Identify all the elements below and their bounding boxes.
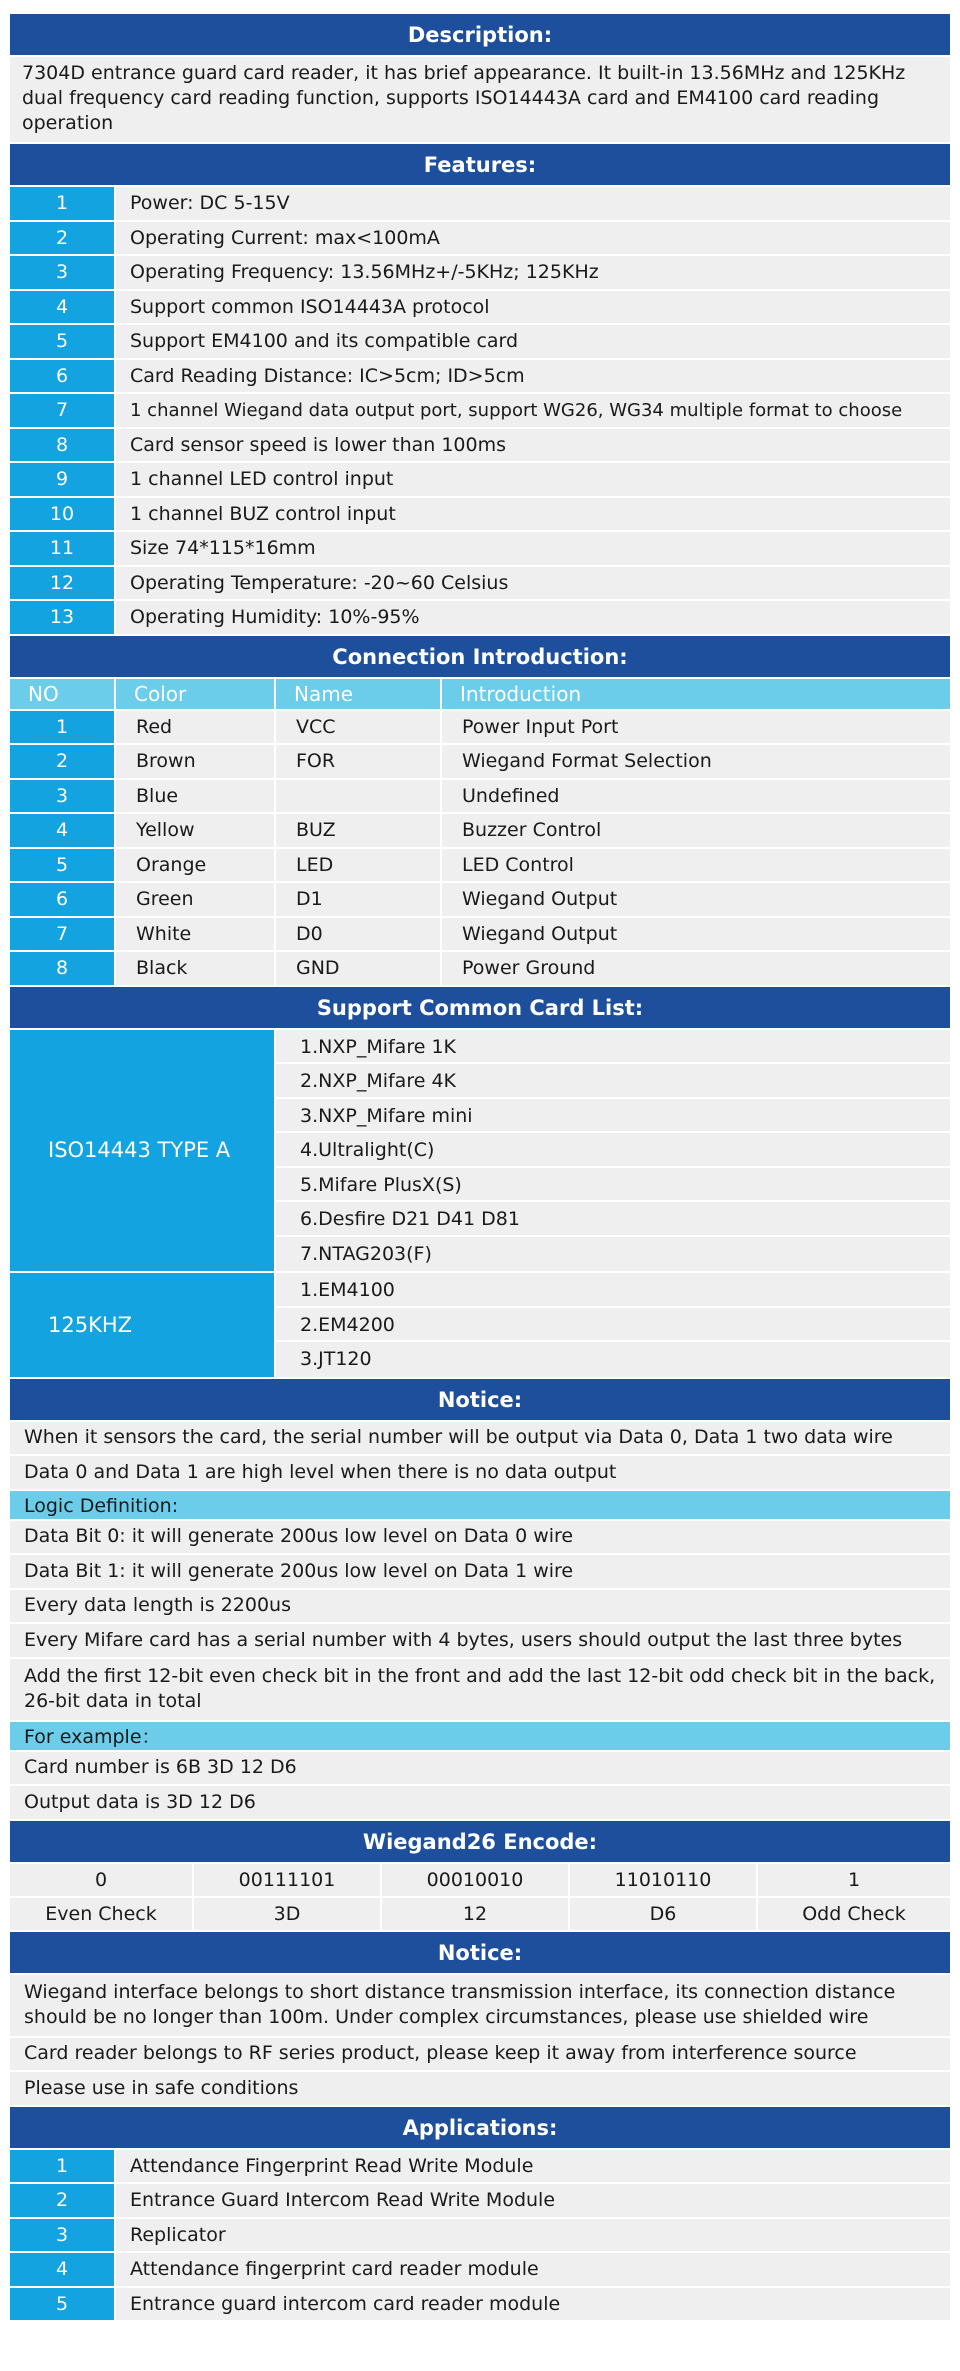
application-number: 4	[10, 2253, 116, 2286]
feature-row	[10, 323, 950, 358]
feature-number: 4	[10, 291, 116, 324]
applications-heading: Applications:	[10, 2105, 950, 2148]
pin-number: 4	[10, 814, 116, 847]
connection-table	[10, 709, 950, 985]
feature-number: 13	[10, 601, 116, 634]
pin-name: BUZ	[276, 814, 442, 847]
wiegand-cell: 00010010	[382, 1864, 570, 1896]
example-line: Card number is 6B 3D 12 D6	[10, 1750, 950, 1785]
application-number: 3	[10, 2219, 116, 2252]
logic-line: Data Bit 0: it will generate 200us low level on Data 0 wire	[10, 1519, 950, 1554]
pin-introduction: Power Ground	[462, 957, 596, 980]
pin-introduction: Undefined	[462, 784, 560, 807]
example-line: Output data is 3D 12 D6	[10, 1784, 950, 1819]
feature-text: Card Reading Distance: IC>5cm; ID>5cm	[130, 364, 525, 387]
card-item: 3.JT120	[276, 1342, 950, 1377]
pin-introduction: Wiegand Output	[462, 922, 618, 945]
feature-text: Operating Temperature: -20~60 Celsius	[130, 571, 509, 594]
wire-color: Orange	[116, 849, 276, 882]
feature-row	[10, 599, 950, 634]
column-header-name: Name	[276, 679, 442, 709]
feature-text: 1 channel LED control input	[130, 468, 394, 491]
application-row	[10, 2217, 950, 2252]
feature-row	[10, 358, 950, 393]
wiegand-cell: 12	[382, 1898, 570, 1930]
feature-text: Operating Frequency: 13.56MHz+/-5KHz; 125KHz	[130, 261, 599, 284]
card-item: 7.NTAG203(F)	[276, 1237, 950, 1272]
logic-line: Every Mifare card has a serial number with 4 bytes, users should output the last three bytes	[10, 1622, 950, 1657]
feature-row	[10, 392, 950, 427]
card-item: 1.NXP_Mifare 1K	[276, 1030, 950, 1065]
card-group-125khz	[10, 1271, 950, 1377]
application-row	[10, 2148, 950, 2183]
wire-color: Black	[116, 952, 276, 985]
wiegand-cell: D6	[570, 1898, 758, 1930]
application-text: Attendance Fingerprint Read Write Module	[130, 2154, 534, 2177]
wiegand-heading: Wiegand26 Encode:	[10, 1819, 950, 1862]
feature-number: 12	[10, 567, 116, 600]
table-row	[10, 778, 950, 813]
notice-line: Wiegand interface belongs to short distance transmission interface, its connection distance should be no longer than 100m. Under complex circumstances, please use shielded wire	[10, 1973, 950, 2036]
column-header-color: Color	[116, 679, 276, 709]
feature-number: 3	[10, 256, 116, 289]
table-row	[10, 743, 950, 778]
wiegand-cell: 3D	[194, 1898, 382, 1930]
wire-color: Blue	[116, 780, 276, 813]
logic-definition-heading: Logic Definition:	[10, 1489, 950, 1519]
pin-introduction: LED Control	[462, 853, 574, 876]
applications-list	[10, 2148, 950, 2321]
application-number: 2	[10, 2184, 116, 2217]
pin-name: D1	[276, 883, 442, 916]
pin-name: GND	[276, 952, 442, 985]
application-number: 5	[10, 2288, 116, 2321]
feature-number: 11	[10, 532, 116, 565]
feature-number: 7	[10, 394, 116, 427]
feature-row	[10, 254, 950, 289]
application-text: Entrance guard intercom card reader module	[130, 2292, 561, 2315]
feature-text: 1 channel BUZ control input	[130, 502, 396, 525]
feature-row	[10, 461, 950, 496]
pin-number: 2	[10, 745, 116, 778]
wiegand-cell: Even Check	[10, 1898, 194, 1930]
logic-line: Add the first 12-bit even check bit in the front and add the last 12-bit odd check bit in the back, 26-bit data in total	[10, 1657, 950, 1720]
pin-name: VCC	[276, 711, 442, 744]
table-row	[10, 847, 950, 882]
notice-line: Card reader belongs to RF series product, please keep it away from interference source	[10, 2036, 950, 2071]
card-item: 5.Mifare PlusX(S)	[276, 1168, 950, 1203]
table-row	[10, 881, 950, 916]
card-item: 4.Ultralight(C)	[276, 1133, 950, 1168]
feature-text: Card sensor speed is lower than 100ms	[130, 433, 507, 456]
connection-table-header	[10, 677, 950, 709]
pin-number: 5	[10, 849, 116, 882]
notice-line: Data 0 and Data 1 are high level when there is no data output	[10, 1454, 950, 1489]
pin-number: 8	[10, 952, 116, 985]
wiegand-cell: Odd Check	[802, 1902, 906, 1925]
pin-number: 7	[10, 918, 116, 951]
feature-text: Operating Current: max<100mA	[130, 226, 440, 249]
feature-number: 10	[10, 498, 116, 531]
feature-row	[10, 220, 950, 255]
table-row	[10, 950, 950, 985]
feature-row	[10, 185, 950, 220]
description-text: 7304D entrance guard card reader, it has brief appearance. It built-in 13.56MHz and 125KHz dual frequency card reading function, supports ISO14443A card and EM4100 card reading operation	[10, 55, 950, 142]
application-text: Replicator	[130, 2223, 226, 2246]
card-group-iso14443	[10, 1028, 950, 1272]
wire-color: Brown	[116, 745, 276, 778]
pin-name: FOR	[276, 745, 442, 778]
wiegand-cell: 1	[847, 1868, 861, 1891]
pin-name: LED	[276, 849, 442, 882]
notice-heading: Notice:	[10, 1930, 950, 1973]
pin-number: 3	[10, 780, 116, 813]
wiegand-cell: 0	[10, 1864, 194, 1896]
pin-introduction: Power Input Port	[462, 715, 619, 738]
application-row	[10, 2286, 950, 2321]
feature-text: Power: DC 5-15V	[130, 192, 290, 215]
card-item: 6.Desfire D21 D41 D81	[276, 1202, 950, 1237]
connection-heading: Connection Introduction:	[10, 634, 950, 677]
application-row	[10, 2182, 950, 2217]
notice-heading: Notice:	[10, 1377, 950, 1420]
card-item: 3.NXP_Mifare mini	[276, 1099, 950, 1134]
pin-number: 6	[10, 883, 116, 916]
feature-row	[10, 289, 950, 324]
feature-number: 9	[10, 463, 116, 496]
feature-row	[10, 427, 950, 462]
notice-line: Please use in safe conditions	[10, 2070, 950, 2105]
feature-row	[10, 565, 950, 600]
logic-line: Data Bit 1: it will generate 200us low level on Data 1 wire	[10, 1553, 950, 1588]
wiegand-cell: 00111101	[194, 1864, 382, 1896]
features-heading: Features:	[10, 142, 950, 185]
pin-introduction: Wiegand Format Selection	[462, 750, 712, 773]
feature-row	[10, 496, 950, 531]
feature-number: 6	[10, 360, 116, 393]
card-list	[276, 1273, 950, 1377]
logic-line: Every data length is 2200us	[10, 1588, 950, 1623]
application-number: 1	[10, 2150, 116, 2183]
wiegand-bits-row	[10, 1862, 950, 1896]
pin-name	[276, 780, 442, 813]
feature-row	[10, 530, 950, 565]
notice-line: When it sensors the card, the serial number will be output via Data 0, Data 1 two data wire	[10, 1420, 950, 1455]
column-header-introduction: Introduction	[460, 681, 582, 706]
wire-color: Yellow	[116, 814, 276, 847]
card-item: 1.EM4100	[276, 1273, 950, 1308]
feature-number: 1	[10, 187, 116, 220]
description-heading: Description:	[10, 12, 950, 55]
feature-text: Support EM4100 and its compatible card	[130, 330, 519, 353]
bottom-spacer	[10, 2320, 950, 2324]
pin-number: 1	[10, 711, 116, 744]
wire-color: Green	[116, 883, 276, 916]
column-header-no: NO	[10, 679, 116, 709]
table-row	[10, 916, 950, 951]
pin-name: D0	[276, 918, 442, 951]
feature-number: 8	[10, 429, 116, 462]
feature-number: 2	[10, 222, 116, 255]
feature-text: Operating Humidity: 10%-95%	[130, 606, 420, 629]
pin-introduction: Buzzer Control	[462, 819, 602, 842]
application-row	[10, 2251, 950, 2286]
card-list	[276, 1030, 950, 1272]
application-text: Entrance Guard Intercom Read Write Module	[130, 2189, 556, 2212]
wire-color: Red	[116, 711, 276, 744]
card-type-label: 125KHZ	[10, 1273, 276, 1377]
example-heading: For example：	[10, 1720, 950, 1750]
feature-text: Support common ISO14443A protocol	[130, 295, 490, 318]
table-row	[10, 812, 950, 847]
pin-introduction: Wiegand Output	[462, 888, 618, 911]
card-list-heading: Support Common Card List:	[10, 985, 950, 1028]
feature-text: Size 74*115*16mm	[130, 537, 316, 560]
card-type-label: ISO14443 TYPE A	[10, 1030, 276, 1272]
wire-color: White	[116, 918, 276, 951]
card-item: 2.NXP_Mifare 4K	[276, 1064, 950, 1099]
feature-number: 5	[10, 325, 116, 358]
application-text: Attendance fingerprint card reader module	[130, 2258, 539, 2281]
features-list	[10, 185, 950, 634]
wiegand-label-row	[10, 1896, 950, 1930]
table-row	[10, 709, 950, 744]
wiegand-cell: 11010110	[570, 1864, 758, 1896]
card-item: 2.EM4200	[276, 1308, 950, 1343]
feature-text: 1 channel Wiegand data output port, support WG26, WG34 multiple format to choose	[130, 399, 903, 421]
